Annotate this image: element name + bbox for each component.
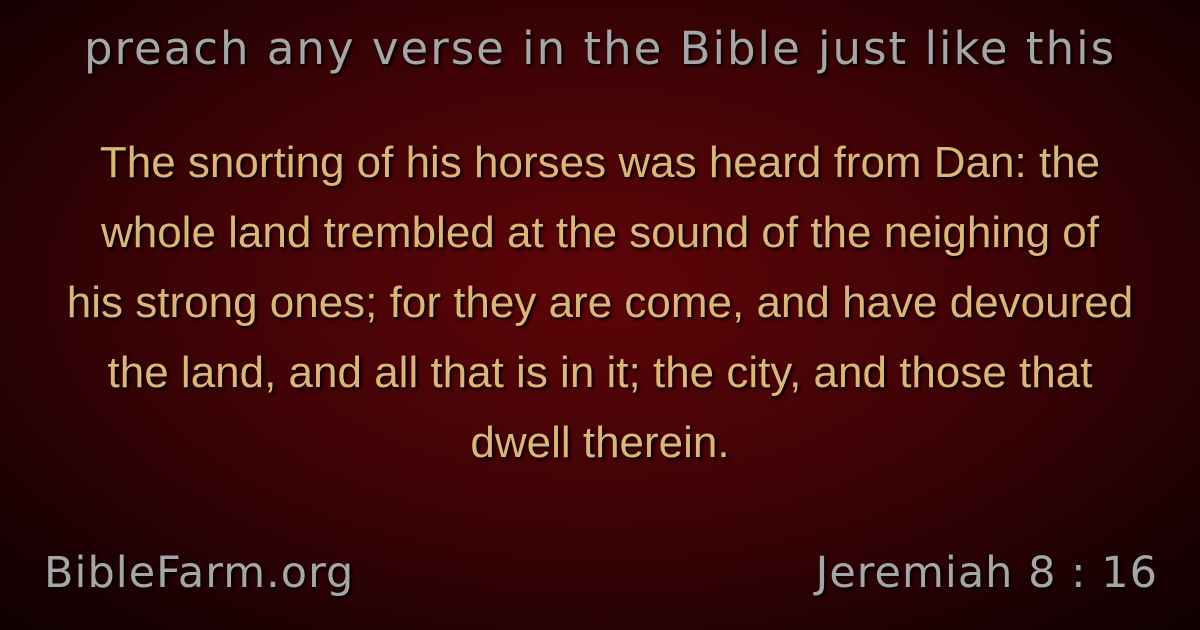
site-name: BibleFarm.org bbox=[44, 548, 355, 598]
verse-line: the land, and all that is in it; the city, and those that bbox=[107, 348, 1093, 397]
verse-text bbox=[50, 128, 1150, 478]
verse-reference: Jeremiah 8 : 16 bbox=[815, 548, 1158, 598]
verse-line: whole land trembled at the sound of the neighing of bbox=[100, 208, 1100, 257]
headline: preach any verse in the Bible just like this bbox=[83, 22, 1117, 75]
verse-line: The snorting of his horses was heard from Dan: the bbox=[99, 138, 1101, 187]
verse-line: dwell therein. bbox=[470, 418, 730, 467]
verse-line: his strong ones; for they are come, and have devoured bbox=[66, 278, 1134, 327]
